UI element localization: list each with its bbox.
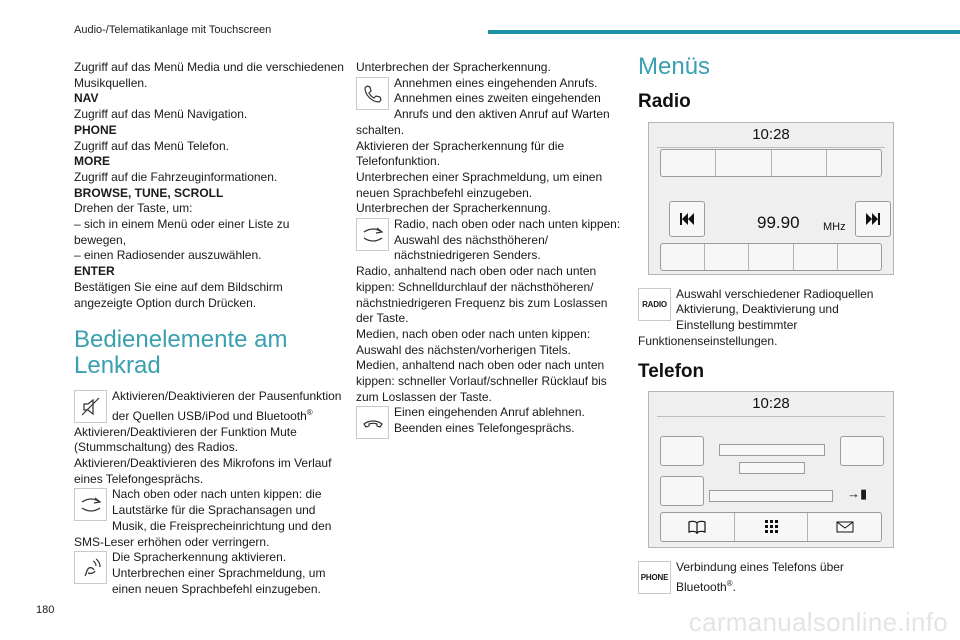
mute-registered: ® xyxy=(306,407,313,417)
call-text-2: Aktivieren der Spracherkennung für die Telefonfunktion. xyxy=(356,138,565,169)
phone-title: PHONE xyxy=(74,122,117,137)
more-title: MORE xyxy=(74,154,110,169)
media-intro: Zugriff auf das Menü Media und die verschiedenen Musikquellen. xyxy=(74,60,344,90)
preset-button xyxy=(794,244,838,270)
page-number: 180 xyxy=(36,604,55,616)
watermark: carmanualsonline.info xyxy=(688,607,948,637)
phone-desc: Verbindung eines Telefons über Bluetooth xyxy=(676,560,844,594)
preset-button xyxy=(827,150,881,176)
preset-button xyxy=(716,150,771,176)
phone-menu-entry xyxy=(638,560,900,595)
call-text-4: Unterbrechen der Spracherkennung. xyxy=(356,201,551,216)
menus-title: Menüs xyxy=(638,53,711,80)
call-entry xyxy=(356,76,624,217)
column-2 xyxy=(356,60,624,439)
preset-button xyxy=(772,150,827,176)
radio-menu-entry xyxy=(638,287,900,350)
radio-rocker-text-2: Radio, anhaltend nach oben oder nach unten kippen: Schnelldurchlauf der nächsthöheren/ nächstniedrigeren Frequenz bis zum Loslassen der Taste. xyxy=(356,264,608,326)
radio-screen-divider xyxy=(657,147,885,148)
radio-desc: Auswahl verschiedener Radioquellen Aktivierung, Deaktivierung und Einstellung bestimmter Funktionenseinstellungen. xyxy=(638,286,874,348)
contacts-book-icon xyxy=(661,513,735,541)
phone-desc-end: . xyxy=(732,579,736,594)
call-text: Annehmen eines eingehenden Anrufs. Annehmen eines zweiten eingehenden Anrufs und den aktiven Anruf auf Warten schalten. xyxy=(356,75,610,137)
preset-button xyxy=(661,244,705,270)
phone-label-icon: PHONE xyxy=(638,561,671,594)
message-envelope-icon xyxy=(808,513,881,541)
phone-hangup-icon xyxy=(356,406,389,439)
enter-text: Bestätigen Sie eine auf dem Bildschirm angezeigte Option durch Drücken. xyxy=(74,279,283,310)
phone-button-left-top xyxy=(660,436,704,466)
radio-frequency-unit: MHz xyxy=(823,220,846,233)
browse-title: BROWSE, TUNE, SCROLL xyxy=(74,185,224,200)
rocker-switch-icon-2 xyxy=(356,218,389,251)
reject-entry xyxy=(356,405,624,439)
phone-button-left-bottom xyxy=(660,476,704,506)
radio-frequency: 99.90 xyxy=(757,212,800,232)
reject-text: Einen eingehenden Anruf ablehnen. Beenden eines Telefongesprächs. xyxy=(394,405,585,436)
enter-title: ENTER xyxy=(74,264,115,279)
column-3 xyxy=(638,54,900,596)
mute-text-2: Aktivieren/Deaktivieren der Funktion Mute (Stummschaltung) des Radios. xyxy=(74,424,297,455)
rocker-switch-icon xyxy=(74,488,107,521)
radio-title: Radio xyxy=(638,91,691,112)
preset-button xyxy=(838,244,881,270)
seek-back-button xyxy=(669,201,705,237)
voice-entry xyxy=(74,550,344,597)
radio-screen xyxy=(648,122,894,275)
volume-entry xyxy=(74,487,344,550)
nav-text: Zugriff auf das Menü Navigation. xyxy=(74,107,248,122)
radio-rocker-entry xyxy=(356,217,624,405)
phone-button-right-top xyxy=(840,436,884,466)
browse-item-2: – einen Radiosender auszuwählen. xyxy=(74,248,262,263)
phone-answer-icon xyxy=(356,77,389,110)
phone-menu-title: Telefon xyxy=(638,360,705,382)
more-text: Zugriff auf die Fahrzeuginformationen. xyxy=(74,169,278,184)
skip-back-icon xyxy=(679,213,695,225)
mute-entry xyxy=(74,389,344,487)
skip-forward-icon xyxy=(865,213,881,225)
phone-screen xyxy=(648,391,894,548)
voice-command-icon xyxy=(74,551,107,584)
header-accent-bar xyxy=(488,30,960,34)
phone-screen-divider xyxy=(657,416,885,417)
seek-forward-button xyxy=(855,201,891,237)
radio-preset-row-top xyxy=(660,149,882,177)
keypad-icon xyxy=(735,513,809,541)
phone-text: Zugriff auf das Menü Telefon. xyxy=(74,138,229,153)
browse-item-1: – sich in einem Menü oder einer Liste zu bewegen, xyxy=(74,217,290,247)
mute-text-3: Aktivieren/Deaktivieren des Mikrofons im Verlauf eines Telefongesprächs. xyxy=(74,456,332,486)
section-title-steering: Bedienelemente am Lenkrad xyxy=(74,326,288,380)
phone-screen-time: 10:28 xyxy=(752,395,790,413)
mute-text: Aktivieren/Deaktivieren der Pausenfunktion der Quellen USB/iPod und Bluetooth xyxy=(112,389,342,423)
radio-rocker-text: Radio, nach oben oder nach unten kippen: Auswahl des nächsthöheren/ nächstniedrigeren Senders. xyxy=(394,217,621,263)
preset-button xyxy=(705,244,749,270)
phone-display-field xyxy=(719,444,825,456)
radio-rocker-text-3: Medien, nach oben oder nach unten kippen: Auswahl des nächsten/vorherigen Titels. xyxy=(356,326,591,357)
phone-display-field xyxy=(709,490,833,502)
phone-desc-registered: ® xyxy=(726,578,733,588)
phone-transfer-icon: →▮ xyxy=(847,486,868,502)
browse-text: Drehen der Taste, um: xyxy=(74,201,193,216)
volume-text: Nach oben oder nach unten kippen: die Lautstärke für die Sprachansagen und Musik, die Freisprecheinrichtung und den SMS-Leser erhöhen oder verringern. xyxy=(74,487,332,549)
stop-voice-text: Unterbrechen der Spracherkennung. xyxy=(356,60,551,74)
radio-label-icon: RADIO xyxy=(638,288,671,321)
column-1 xyxy=(74,60,344,597)
nav-title: NAV xyxy=(74,91,99,106)
page-header-title: Audio-/Telematikanlage mit Touchscreen xyxy=(74,24,272,36)
radio-screen-time: 10:28 xyxy=(752,125,790,143)
phone-bottom-button-row xyxy=(660,512,882,542)
mute-icon xyxy=(74,390,107,423)
preset-button xyxy=(661,150,716,176)
radio-rocker-text-4: Medien, anhaltend nach oben oder nach unten kippen: schneller Vorlauf/schneller Rücklauf bis zum Loslassen der Taste. xyxy=(356,358,607,404)
radio-preset-row-bottom xyxy=(660,243,882,271)
phone-display-field xyxy=(739,462,805,474)
call-text-3: Unterbrechen einer Sprachmeldung, um einen neuen Sprachbefehl einzugeben. xyxy=(356,169,603,200)
voice-text: Die Spracherkennung aktivieren. Unterbrechen einer Sprachmeldung, um einen neuen Sprachbefehl einzugeben. xyxy=(112,550,326,596)
preset-button xyxy=(749,244,793,270)
